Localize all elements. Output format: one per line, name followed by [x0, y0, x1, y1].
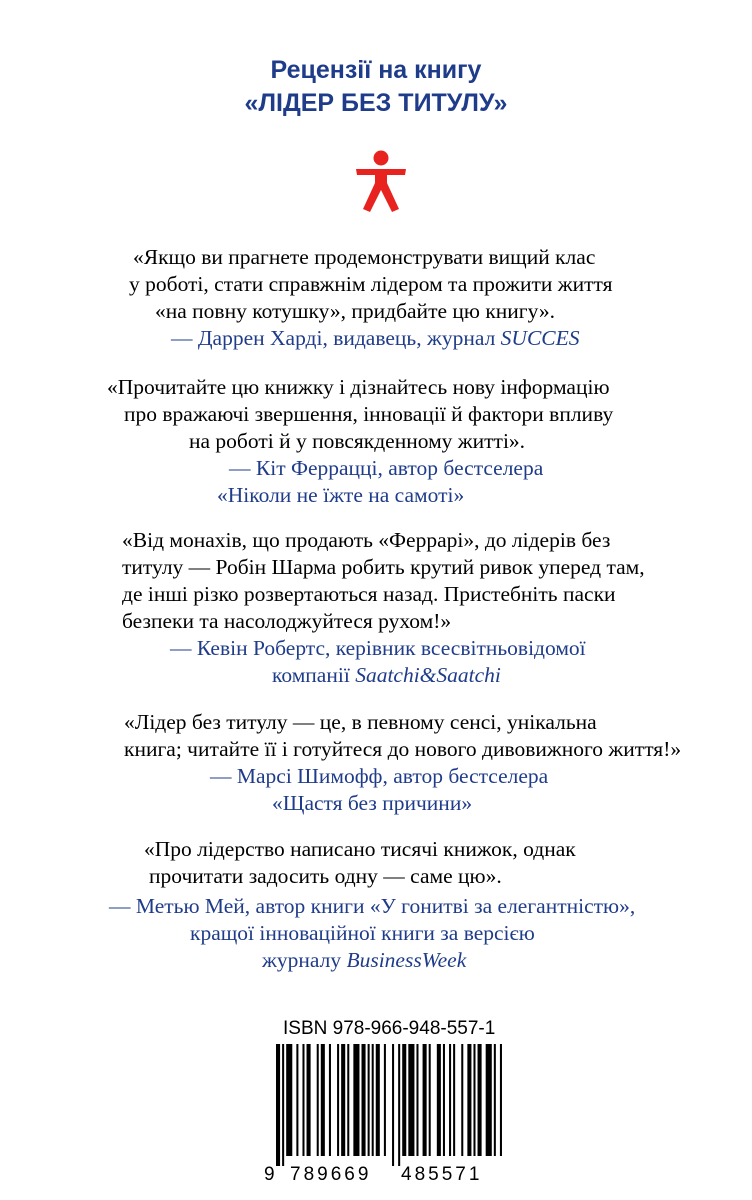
barcode-bar [494, 1044, 496, 1156]
barcode-bar [341, 1044, 345, 1156]
barcode-bar [402, 1044, 406, 1156]
barcode-bar [392, 1044, 394, 1166]
review-attribution-award: кращої інноваційної книги за версією [190, 921, 535, 945]
barcode-digits-left: 789669 [290, 1164, 372, 1185]
review-1 [129, 244, 613, 352]
quote-line: «Про лідерство написано тисячі книжок, однак [144, 837, 576, 861]
barcode-bar [372, 1044, 374, 1156]
person-icon [354, 150, 408, 214]
barcode-bar [353, 1044, 359, 1156]
page-title [0, 54, 752, 120]
quote-line: у роботі, стати справжнім лідером та прожити життя [129, 272, 613, 296]
barcode-bar [362, 1044, 366, 1156]
review-attribution-company: компанії Saatchi&Saatchi [272, 663, 501, 687]
barcode-bar [286, 1044, 292, 1156]
review-attribution-book: «Щастя без причини» [272, 791, 473, 815]
barcode-bar [478, 1044, 482, 1156]
barcode-bar [307, 1044, 311, 1156]
magazine-name: SUCCES [500, 326, 580, 350]
barcode-bar [296, 1044, 298, 1156]
review-attribution: — Даррен Харді, видавець, журнал SUCCES [171, 326, 580, 350]
review-4 [124, 709, 681, 817]
barcode-bar [473, 1044, 475, 1156]
barcode-bar [384, 1044, 386, 1156]
barcode-bar [329, 1044, 331, 1156]
review-attribution-book: «Ніколи не їжте на самоті» [217, 483, 465, 507]
barcode-bar [368, 1044, 370, 1156]
quote-line: «Прочитайте цю книжку і дізнайтесь нову інформацію [107, 375, 610, 399]
company-name: Saatchi&Saatchi [355, 663, 501, 687]
quote-line: на роботі й у повсякденному житті». [189, 429, 526, 453]
quote-line: «Від монахів, що продають «Феррарі», до лідерів без [122, 528, 611, 552]
review-attribution: — Метью Мей, автор книги «У гонитві за елегантністю», [109, 894, 636, 918]
review-attribution: — Кевін Робертс, керівник всесвітньовідомої [170, 636, 586, 660]
review-attribution-magazine: журналу BusinessWeek [262, 948, 467, 972]
review-attribution: — Марсі Шимофф, автор бестселера [210, 764, 549, 788]
review-attribution: — Кіт Феррацці, автор бестселера [229, 456, 544, 480]
title-line-1: Рецензії на книгу [270, 56, 482, 84]
barcode-bar [437, 1044, 441, 1156]
barcode-bar [282, 1044, 284, 1166]
quote-line: безпеки та насолоджуйтеся рухом!» [122, 609, 452, 633]
barcode-bar [443, 1044, 445, 1156]
quote-line: «Лідер без титулу — це, в певному сенсі, унікальна [124, 710, 597, 734]
magazine-name: BusinessWeek [346, 948, 467, 972]
barcode-bar [276, 1044, 280, 1166]
title-line-2: «ЛІДЕР БЕЗ ТИТУЛУ» [244, 89, 508, 117]
barcode-bar [429, 1044, 431, 1156]
review-2 [107, 374, 613, 509]
barcode-digits-right: 485571 [401, 1164, 483, 1185]
barcode-bar [408, 1044, 414, 1156]
quote-line: книга; читайте її і готуйтеся до нового дивовижного життя!» [124, 737, 682, 761]
barcode-bar [317, 1044, 319, 1156]
quote-line: прочитати задосить одну — саме цю». [149, 864, 502, 888]
quote-line: «Якщо ви прагнете продемонструвати вищий клас [133, 245, 596, 269]
barcode-bar [453, 1044, 455, 1156]
barcode-bar [398, 1044, 400, 1166]
barcode-bar [486, 1044, 492, 1156]
barcode-bar [376, 1044, 380, 1156]
barcode-bar [347, 1044, 349, 1156]
barcode-bar [467, 1044, 471, 1156]
quote-line: «на повну котушку», придбайте цю книгу». [155, 299, 556, 323]
isbn-number: ISBN 978-966-948-557-1 [283, 1018, 496, 1039]
barcode-digit-first: 9 [264, 1164, 275, 1185]
review-3 [122, 527, 645, 689]
barcode-bar [500, 1044, 502, 1156]
review-5 [144, 836, 576, 890]
barcode-bar [449, 1044, 451, 1156]
barcode-bar [416, 1044, 418, 1156]
barcode-bar [337, 1044, 339, 1156]
barcode-bar [461, 1044, 463, 1156]
barcode-icon [276, 1044, 504, 1166]
barcode-bar [423, 1044, 427, 1156]
quote-line: про вражаючі звершення, інновації й фактори впливу [124, 402, 614, 426]
quote-line: де інші різко розвертаються назад. Пристебніть паски [122, 582, 616, 606]
barcode-bar [321, 1044, 325, 1156]
review-5-attribution [109, 893, 635, 974]
barcode-bar [302, 1044, 304, 1156]
quote-line: титулу — Робін Шарма робить крутий ривок уперед там, [122, 555, 645, 579]
